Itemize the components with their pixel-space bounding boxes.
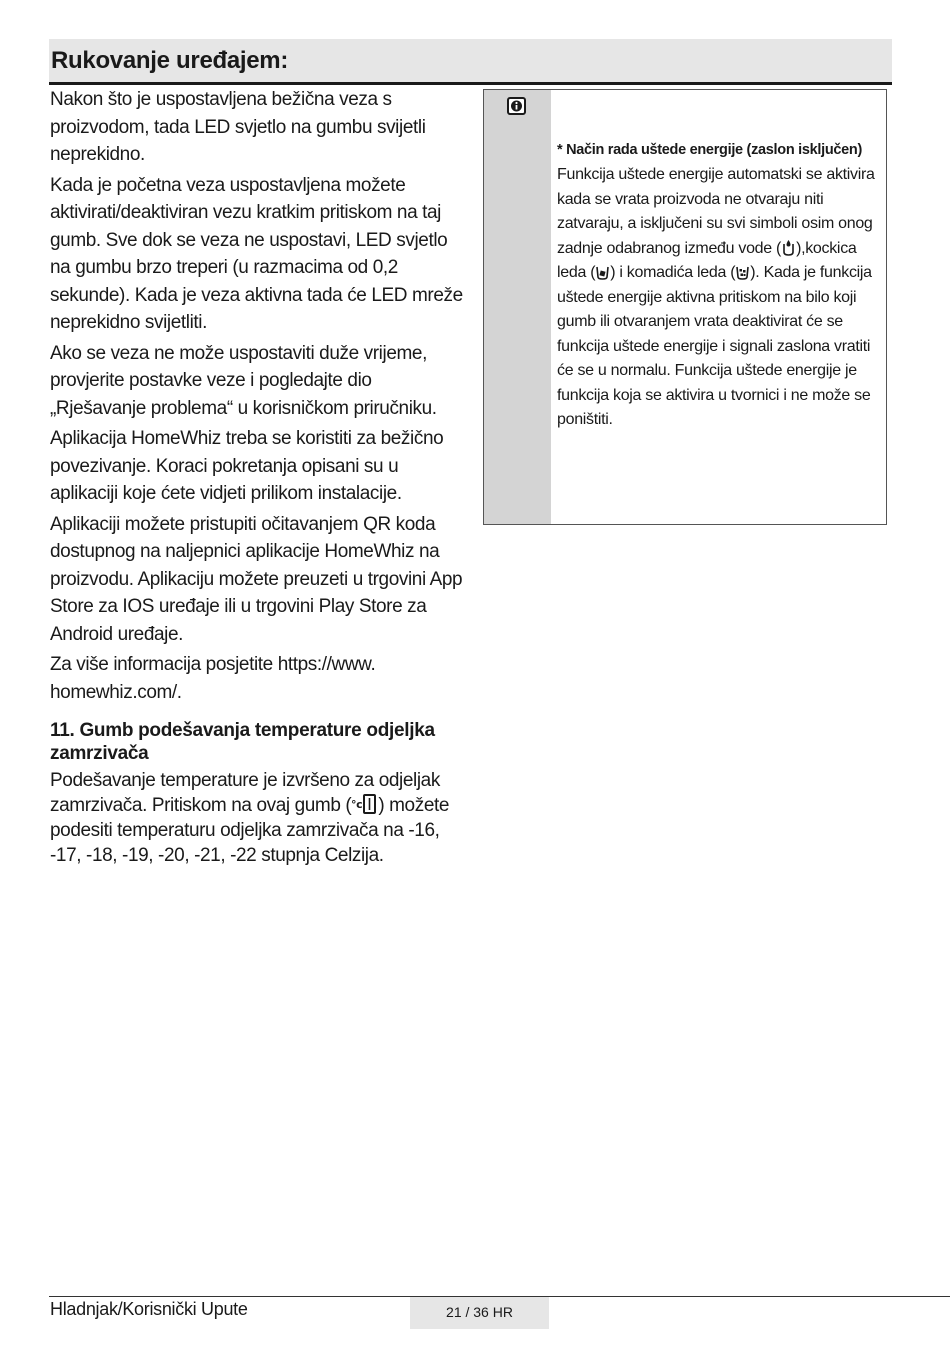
info-box-text — [557, 163, 885, 433]
info-box — [483, 89, 887, 525]
section-text-end: ) možete podesiti temperaturu odjeljka zamrzivača na -16, -17, -18, -19, -20, -21, -22 stupnja Celzija. — [50, 795, 450, 866]
paragraph: Ako se veza ne može uspostaviti duže vrijeme, provjerite postavke veze i pogledajte dio „Rješavanje problema“ u korisničkom priručniku. — [50, 342, 437, 419]
page-number: 21 / 36 HR — [410, 1297, 549, 1329]
freezer-temperature-icon — [351, 794, 378, 814]
paragraph: Aplikacija HomeWhiz treba se koristiti za bežično povezivanje. Koraci pokretanja opisani su u aplikaciji koje ćete vidjeti prilikom instalacije. — [50, 428, 444, 504]
ice-cube-icon — [595, 263, 610, 280]
info-box-sidebar — [484, 90, 551, 524]
water-icon — [781, 239, 796, 256]
page-title: Rukovanje uređajem: — [51, 47, 289, 74]
section-body — [50, 768, 470, 868]
info-icon — [507, 97, 526, 115]
info-box-title: * Način rada uštede energije (zaslon isključen) — [557, 142, 863, 158]
info-text-4: ). Kada je funkcija uštede energije aktivna pritiskom na bilo koji gumb ili otvaranjem vrata deaktivirat će se funkcija uštede energije i signali zaslona vratiti će se u normalu. Funkcija uštede energije je funkcija koja se aktivira u tvornici i ne može se poništiti. — [557, 264, 872, 428]
paragraph: Aplikaciji možete pristupiti očitavanjem QR koda dostupnog na naljepnici aplikacije HomeWhiz na proizvodu. Aplikaciju možete preuzeti u trgovini App Store za IOS uređaje ili u trgovini Play Store za Android uređaje. — [50, 513, 463, 645]
info-text-2: ),kockica leda ( — [557, 239, 857, 281]
paragraph-url: Za više informacija posjetite https://www. homewhiz.com/. — [50, 654, 376, 703]
paragraph: Kada je početna veza uspostavljena možete aktivirati/deaktiviran vezu kratkim pritiskom na taj gumb. Sve dok se veza ne uspostavi, LED svjetlo na gumbu brzo treperi (u razmacima od 0,2 sekunde). Kada je veza aktivna tada će LED mreže neprekidno svijetliti. — [50, 174, 463, 333]
section-text-start: Podešavanje temperature je izvršeno za odjeljak zamrzivača. Pritiskom na ovaj gumb ( — [50, 770, 440, 816]
paragraph: Nakon što je uspostavljena bežična veza s proizvodom, tada LED svjetlo na gumbu svijetli neprekidno. — [50, 89, 426, 165]
section-title: 11. Gumb podešavanja temperature odjeljka zamrzivača — [50, 720, 435, 764]
info-text-3: ) i komadića leda ( — [610, 264, 736, 281]
info-box-content — [557, 141, 885, 433]
section-header — [49, 39, 892, 85]
info-text-1: Funkcija uštede energije automatski se aktivira kada se vrata proizvoda ne otvaraju niti zatvaraju, a isključeni su svi simboli osim onog zadnje odabranog između vode ( — [557, 166, 875, 257]
left-column — [50, 86, 470, 871]
svg-text:°c: °c — [351, 798, 363, 811]
footer-document-title: Hladnjak/Korisnički Upute — [50, 1299, 248, 1319]
crushed-ice-icon — [735, 263, 750, 280]
